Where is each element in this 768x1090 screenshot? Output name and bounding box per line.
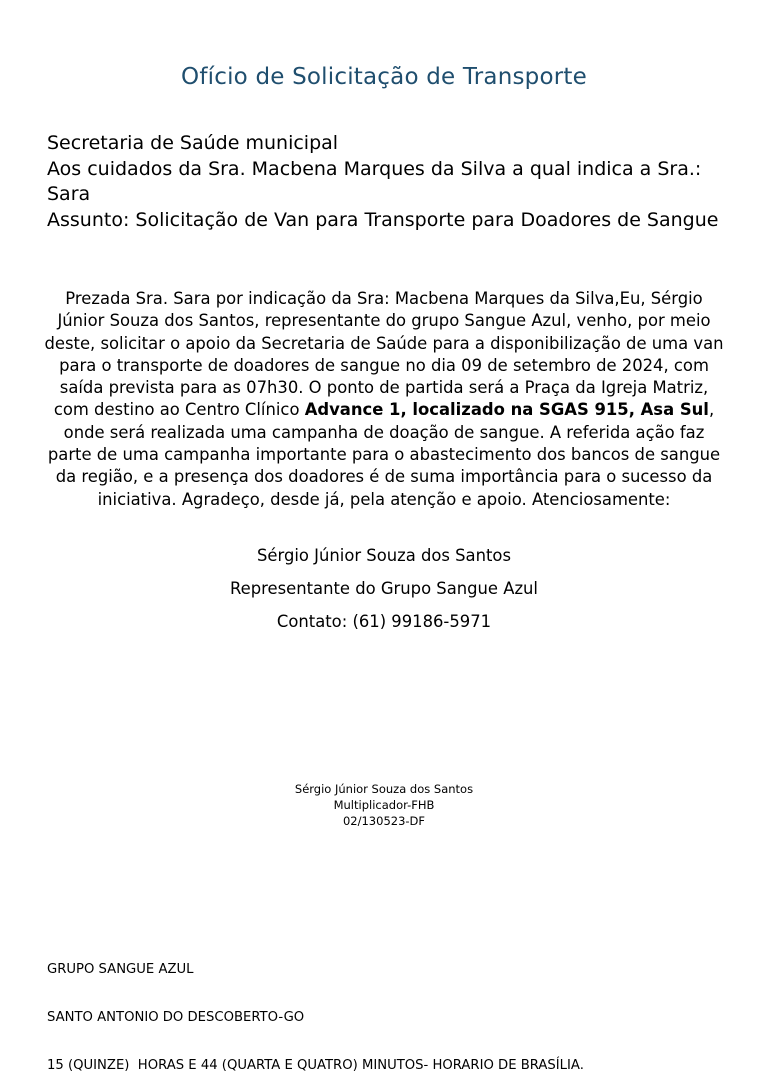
recipient-department: Secretaria de Saúde municipal: [47, 132, 339, 154]
body-text-end: , onde será realizada uma campanha de doação de sangue. A referida ação faz parte de uma campanha importante para o abastecimento dos bancos de sangue da região, e a presença dos doadores é de suma importância para o sucesso da iniciativa. Agradeço, desde já, pela atenção e apoio. Atenciosamente:: [47, 400, 721, 509]
stamp-block: [0, 781, 768, 829]
stamp-code: 02/130523-DF: [342, 814, 426, 828]
footer-time: 15 (QUINZE) HORAS E 44 (QUARTA E QUATRO) MINUTOS- HORARIO DE BRASÍLIA.: [47, 1058, 584, 1073]
footer-group: GRUPO SANGUE AZUL: [47, 962, 194, 977]
recipient-attention: Aos cuidados da Sra. Macbena Marques da Silva a qual indica a Sra.: Sara: [47, 157, 702, 205]
footer-location: SANTO ANTONIO DO DESCOBERTO-GO: [47, 1010, 305, 1025]
signature-role: Representante do Grupo Sangue Azul: [230, 579, 538, 598]
footer-block: [47, 930, 747, 1090]
letter-body: [40, 288, 728, 511]
body-text-bold: Advance 1, localizado na SGAS 915, Asa Sul: [304, 400, 709, 420]
document-title: Ofício de Solicitação de Transporte: [181, 64, 587, 90]
subject-line: Assunto: Solicitação de Van para Transporte para Doadores de Sangue: [47, 208, 719, 231]
signature-name: Sérgio Júnior Souza dos Santos: [257, 546, 511, 565]
stamp-title: Multiplicador-FHB: [333, 798, 435, 812]
header-block: [47, 131, 737, 233]
body-text-start: Prezada Sra. Sara por indicação da Sra: Macbena Marques da Silva,Eu, Sérgio Júnior Souza dos Santos, representante do grupo Sangue Azul, venho, por meio deste, solicitar o apoio da Secretaria de Saúde para a disponibilização de uma van para o transporte de doadores de sangue no dia 09 de setembro de 2024, com saída prevista para as 07h30. O ponto de partida será a Praça da Igreja Matriz, com destino ao Centro Clínico: [44, 289, 724, 420]
stamp-name: Sérgio Júnior Souza dos Santos: [294, 782, 474, 796]
signature-contact: Contato: (61) 99186-5971: [276, 612, 492, 631]
